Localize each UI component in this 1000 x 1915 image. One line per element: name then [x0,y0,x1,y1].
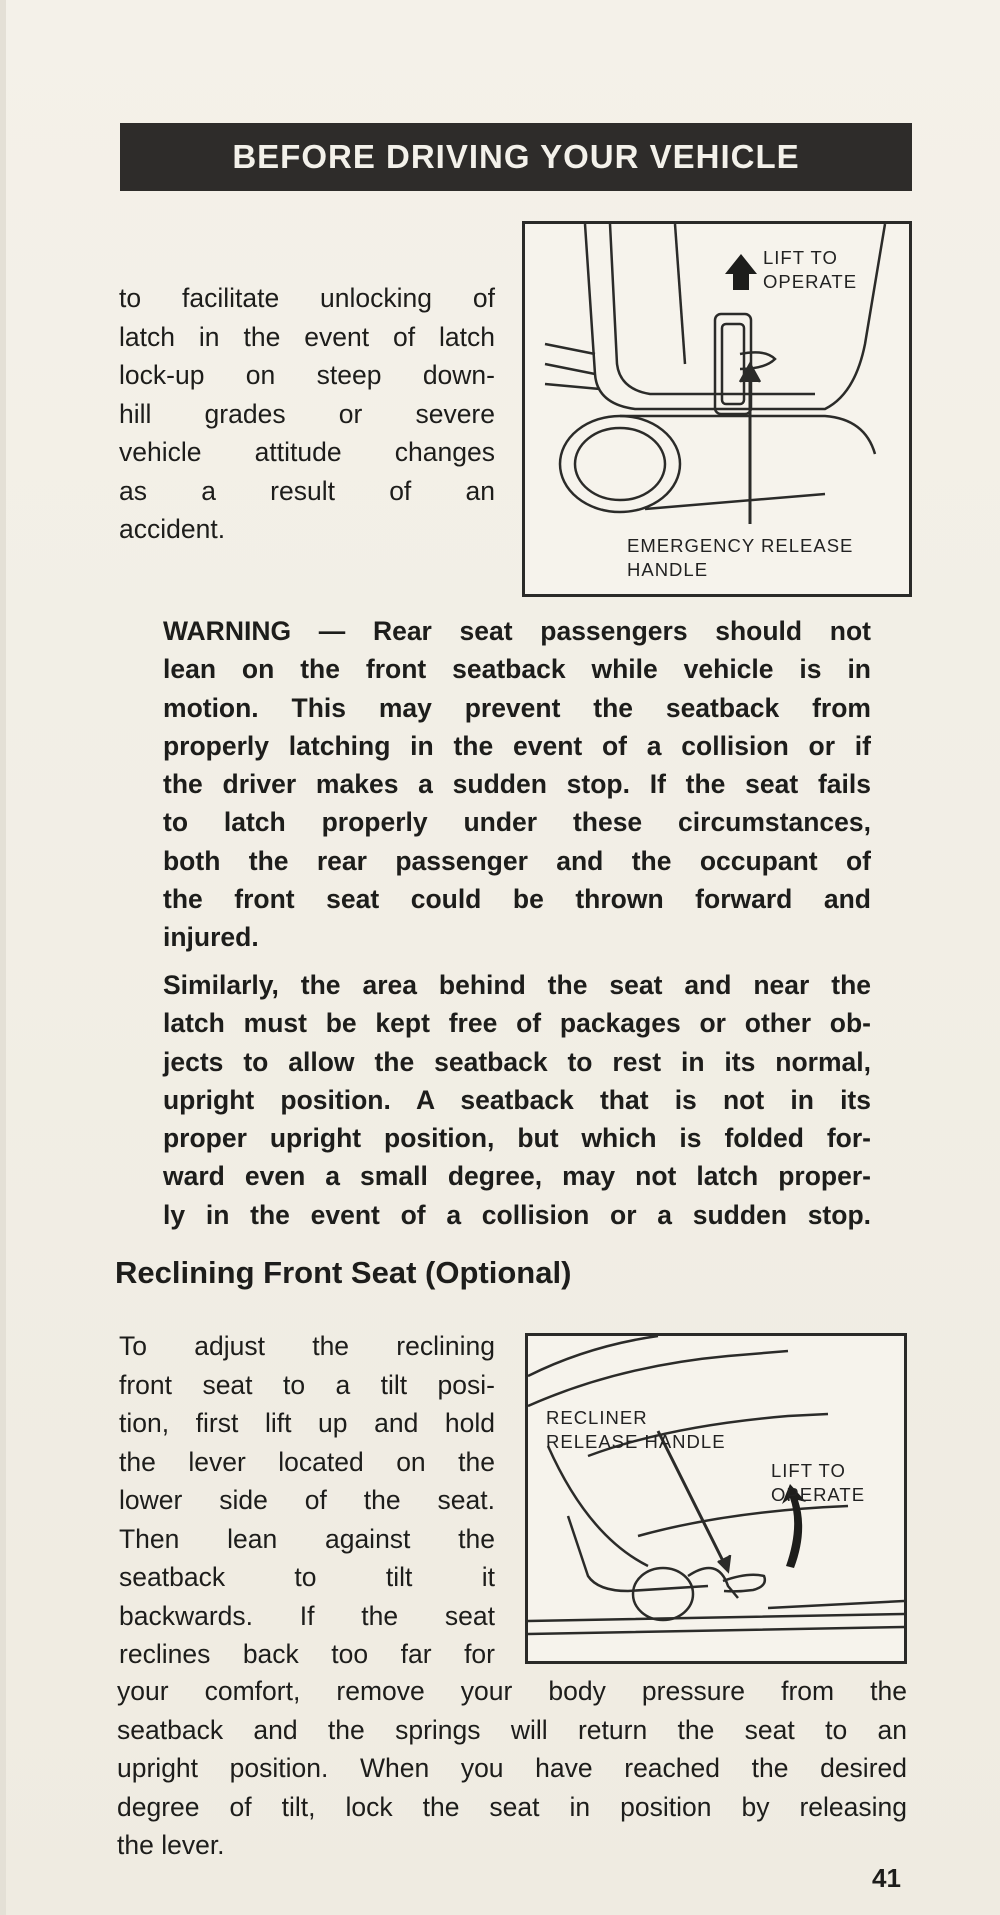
text-line: latch in the event of latch [119,321,495,352]
banner-title: BEFORE DRIVING YOUR VEHICLE [232,138,800,175]
text-line: as a result of an [119,475,495,506]
label-line: OPERATE [771,1484,866,1505]
text-line: lean on the front seatback while vehicle is in [163,654,871,685]
label-line: LIFT TO [771,1460,846,1481]
similarly-paragraph [163,966,871,1234]
text-line: degree of tilt, lock the seat in position by releasing [117,1791,907,1822]
text-line: the lever. [117,1830,225,1860]
text-line: backwards. If the seat [119,1600,495,1631]
label-line: EMERGENCY RELEASE [627,535,854,556]
text-line: To adjust the reclining [119,1331,495,1361]
text-line: jects to allow the seatback to rest in its normal, [163,1046,871,1077]
text-line: reclines back too far for [119,1639,495,1669]
label-line: HANDLE [627,559,709,580]
page-edge [0,0,6,1915]
text-line: Then lean against the [119,1523,495,1554]
page-number: 41 [872,1863,901,1893]
recliner-release-figure [525,1333,907,1664]
text-line: the front seat could be thrown forward and [163,884,871,915]
emergency-release-figure [522,221,912,597]
text-line: ward even a small degree, may not latch proper- [163,1161,871,1192]
recline-continuation [117,1672,907,1865]
text-line: hill grades or severe [119,398,495,429]
text-line: vehicle attitude changes [119,437,495,467]
text-line: to facilitate unlocking of [119,283,495,313]
label-line: RECLINER [546,1407,648,1428]
text-line: properly latching in the event of a collision or if [163,730,871,761]
warning-paragraph [163,612,871,957]
text-line: seatback to tilt it [119,1562,495,1592]
text-line: upright position. When you have reached the desired [117,1753,907,1783]
section-banner [120,123,912,191]
text-line: tion, first lift up and hold [119,1408,495,1438]
lift-to-operate-label [771,1459,865,1507]
text-line: both the rear passenger and the occupant of [163,845,871,876]
text-line: your comfort, remove your body pressure from the [117,1676,907,1706]
recliner-release-label [546,1406,726,1454]
text-line: lock-up on steep down- [119,360,495,390]
text-line: upright position. A seatback that is not in its [163,1084,871,1115]
text-line: lower side of the seat. [119,1485,495,1515]
text-line: motion. This may prevent the seatback from [163,692,871,723]
text-line: to latch properly under these circumstances, [163,807,871,838]
text-line: accident. [119,514,226,544]
section-heading: Reclining Front Seat (Optional) [115,1255,572,1290]
lift-to-operate-label [763,246,857,294]
text-line: ly in the event of a collision or a sudden stop. [163,1199,871,1230]
text-line: WARNING — Rear seat passengers should not [163,616,871,646]
text-line: latch must be kept free of packages or other ob- [163,1008,871,1039]
text-line: the lever located on the [119,1446,495,1477]
emergency-release-label [627,534,853,582]
label-line: RELEASE HANDLE [546,1431,726,1452]
text-line: the driver makes a sudden stop. If the seat fails [163,769,871,800]
text-line: front seat to a tilt posi- [119,1369,495,1400]
label-line: OPERATE [763,271,858,292]
intro-paragraph [119,279,495,549]
text-line: Similarly, the area behind the seat and near the [163,970,871,1000]
label-line: LIFT TO [763,247,838,268]
text-line: seatback and the springs will return the seat to an [117,1714,907,1745]
text-line: proper upright position, but which is folded for- [163,1123,871,1154]
recline-paragraph [119,1327,495,1674]
text-line: injured. [163,922,259,953]
